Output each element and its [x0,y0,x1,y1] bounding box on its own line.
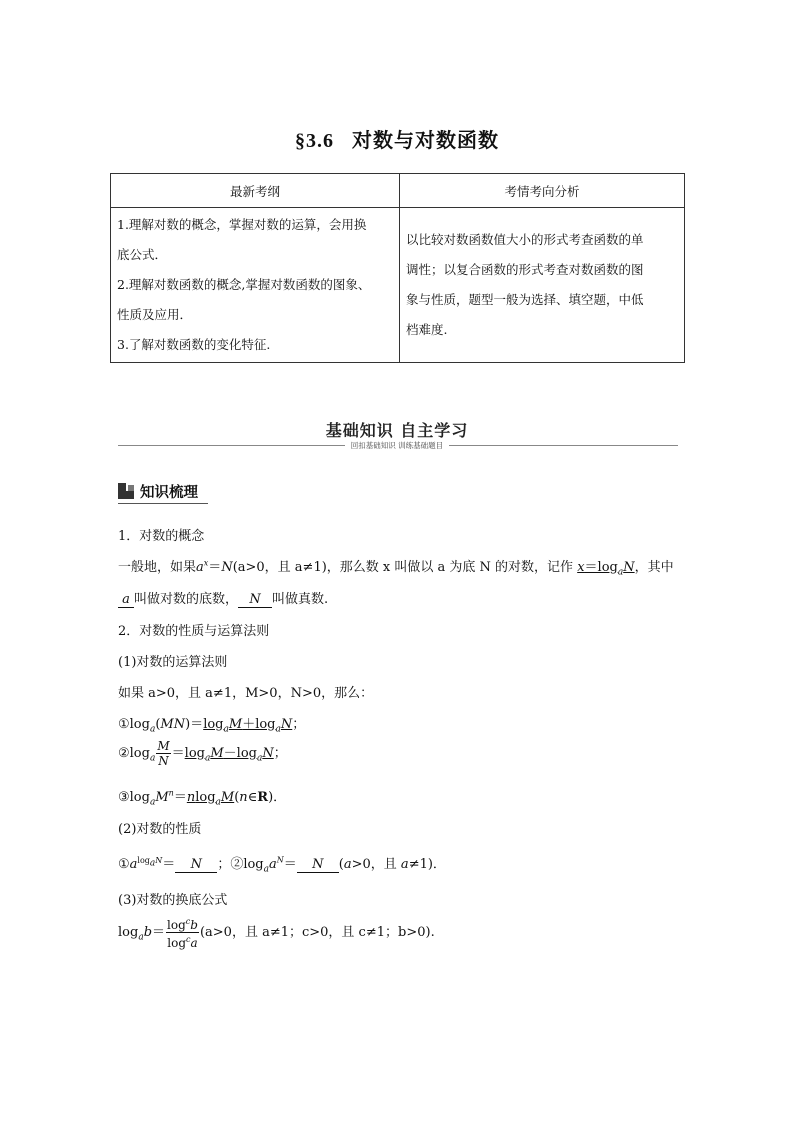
analysis-line: 调性；以复合函数的形式考查对数函数的图 [406,262,644,277]
subheading-rules: (1)对数的运算法则 [118,655,228,670]
rule-quotient: $②\log_a$ $\frac{M}{N}$ $=\log_aM-\log_aN$； [118,739,287,768]
log-definition-line: 一般地，如果$a^x=N(a>0$，且 a≠1)，那么数 x 叫做以 a 为底 N 的对数，记作 $x=\log_aN$，其中 [118,558,674,578]
rule-power: $③\log_aM^n=nlog_aM(n\in R)$． [118,788,287,808]
section-banner-heading: 基础知识 自主学习 [325,421,469,440]
analysis-cell [400,208,685,363]
table-row [111,208,685,363]
analysis-line: 象与性质，题型一般为选择、填空题，中低 [406,292,644,307]
subheading-change-of-base: (3)对数的换底公式 [118,893,228,908]
syllabus-cell [111,208,400,363]
section-banner-subtitle: 回扣基础知识 训练基础题目 [0,440,794,451]
page-title [0,124,794,153]
log-properties: $①a^{log_aN}= N$ ；$②\log_aa^N= N$ (a>0，且 a≠1)． [118,855,446,875]
table-header-right: 考情考向分析 [400,174,685,208]
heading-2: 2．对数的性质与运算法则 [118,624,270,639]
syllabus-line: 3.了解对数函数的变化特征. [117,337,271,352]
heading-1: 1．对数的概念 [118,529,205,544]
rule-product: $①\log_a(MN)=\log_aM+\log_aN$； [118,717,306,735]
knowledge-label: 知识梳理 [140,485,198,501]
log-definition-line-2: a 叫做对数的底数， N 叫做真数. [118,588,328,608]
syllabus-line: 性质及应用． [117,307,193,322]
section-number: §3.6 [295,130,334,152]
syllabus-table [110,173,685,363]
syllabus-line: 2.理解对数函数的概念,掌握对数函数的图象、 [117,277,371,292]
knowledge-underline [118,503,208,504]
analysis-line: 档难度. [406,322,448,337]
answer-blank: N [238,592,272,608]
analysis-line: 以比较对数函数值大小的形式考查函数的单 [406,232,644,247]
answer-blank: a [118,592,134,608]
square-block-icon [118,483,134,499]
syllabus-line: 底公式． [117,247,168,262]
change-of-base-formula: $\log_ab=$ $\frac{\log^cb}{\log^ca}$ (a>0，且 a≠1；c>0，且 c≠1；b>0). [118,917,435,950]
syllabus-line: 1.理解对数的概念，掌握对数的运算，会用换 [117,217,367,232]
subheading-properties: (2)对数的性质 [118,822,202,837]
table-header-left: 最新考纲 [111,174,400,208]
section-title: 对数与对数函数 [352,128,499,152]
table-header-row [111,174,685,208]
condition-line: 如果 a>0，且 a≠1，M>0，N>0，那么： [118,686,374,701]
